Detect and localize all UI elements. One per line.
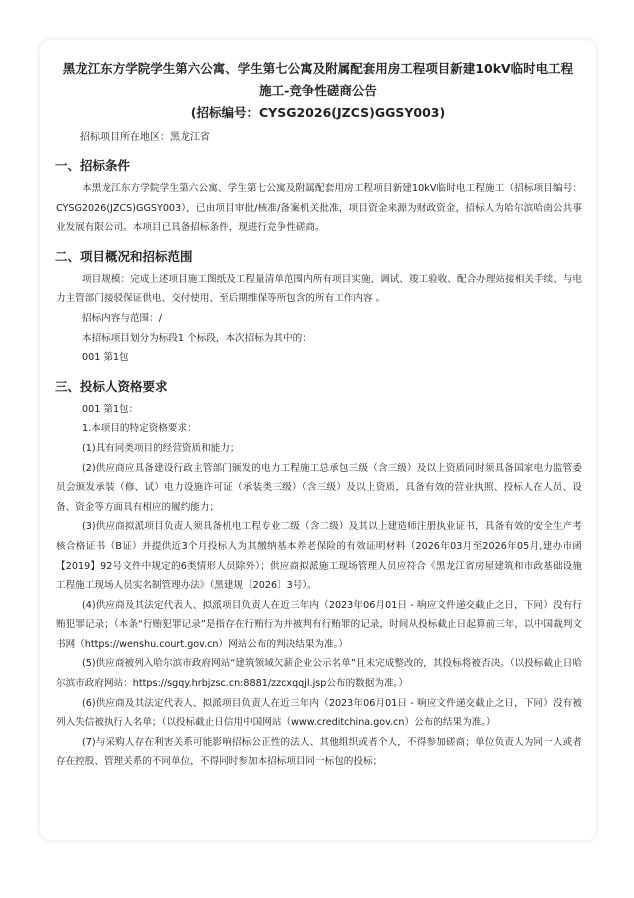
section-heading-1: 一、招标条件 (55, 158, 131, 173)
requirement-1: (1)具有同类项目的经营资质和能力； (82, 442, 240, 454)
title-line-1: 黑龙江东方学院学生第六公寓、学生第七公寓及附属配套用房工程项目新建10kV临时电工程 (62, 61, 574, 76)
requirement-5: (5)供应商被列入哈尔滨市政府网站“建筑领域欠薪企业公示名单”且未完成整改的，其投标将被否决。（以投标截止日哈尔滨市政府网站：https://sgqy.hrbjzsc.cn:8881/zzcxqqjl.jsp公布的数据为准。） (56, 658, 582, 690)
requirement-7: (7)与采购人存在利害关系可能影响招标公正性的法人、其他组织或者个人，不得参加磋商；单位负责人为同一人或者存在控股、管理关系的不同单位，不得同时参加本招标项目同一标包的投标； (56, 736, 582, 768)
title-line-3: (招标编号：CYSG2026(JZCS)GGSY003) (190, 105, 446, 120)
lot-division: 本招标项目划分为标段1 个标段，本次招标为其中的： (82, 332, 312, 344)
tender-scope: 招标内容与范围：/ (82, 312, 162, 324)
requirement-3: (3)供应商拟派项目负责人须具备机电工程专业二级（含二级）及其以上建造师注册执业证书，具备有效的安全生产考核合格证书（B证）并提供近3个月投标人为其缴纳基本养老保险的有效证明材料（2026年03月至2026年05月,建办市函【2019】92号文件中规定的6类情形人员除外）；供应商拟派施工现场管理人员应符合《黑龙江省房屋建筑和市政基础设施工程施工现场人员实名制管理办法》（黑建规〔2026〕3号）。 (56, 521, 582, 592)
requirement-2: (2)供应商应具备建设行政主管部门颁发的电力工程施工总承包三级（含三级）及以上资质同时须具备国家电力监管委员会颁发承装（修、试）电力设施许可证（承装类三级）（含三级）及以上资质，具备有效的营业执照、投标人在人员、设备、资金等方面具有相应的履约能力； (56, 462, 582, 513)
lot-name: 001 第1包 (82, 352, 129, 364)
document-card (40, 40, 596, 840)
project-location: 招标项目所在地区：黑龙江省 (80, 132, 210, 143)
requirement-6: (6)供应商及其法定代表人、拟派项目负责人在近三年内（2023年06月01日 - 响应文件递交截止之日，下同）没有被列入失信被执行人名单；（以投标截止日信用中国网站（www.creditchina.gov.cn）公布的结果为准。） (56, 697, 582, 729)
section-heading-3: 三、投标人资格要求 (55, 378, 168, 394)
lot-label: 001 第1包： (82, 403, 139, 415)
section-1-paragraph: 本黑龙江东方学院学生第六公寓、学生第七公寓及附属配套用房工程项目新建10kV临时电工程施工（招标项目编号：CYSG2026(JZCS)GGSY003），已由项目审批/核准/备案机关批准，项目资金来源为财政资金，招标人为哈尔滨哈南公共事业发展有限公司。本项目已具备招标条件，现进行竞争性磋商。 (56, 183, 582, 234)
doc-title (50, 58, 586, 124)
section-heading-2: 二、项目概况和招标范围 (55, 248, 193, 264)
project-scale: 项目规模：完成上述项目施工图纸及工程量清单范围内所有项目实施、调试、竣工验收、配合办理站接相关手续、与电力主管部门接驳保证供电、交付使用、至后期维保等所包含的所有工作内容 。 (56, 273, 582, 305)
requirement-4: (4)供应商及其法定代表人、拟派项目负责人在近三年内（2023年06月01日 - 响应文件递交截止之日，下同）没有行贿犯罪记录；（本条“行贿犯罪记录”是指存在行贿行为并被判有行贿罪的记录，时间从投标截止日起算前三年，以中国裁判文书网（https://wenshu.court.gov.cn）网站公布的判决结果为准。） (56, 599, 582, 650)
requirements-intro: 1.本项目的特定资格要求： (82, 423, 197, 435)
title-line-2: 施工-竞争性磋商公告 (259, 83, 377, 98)
